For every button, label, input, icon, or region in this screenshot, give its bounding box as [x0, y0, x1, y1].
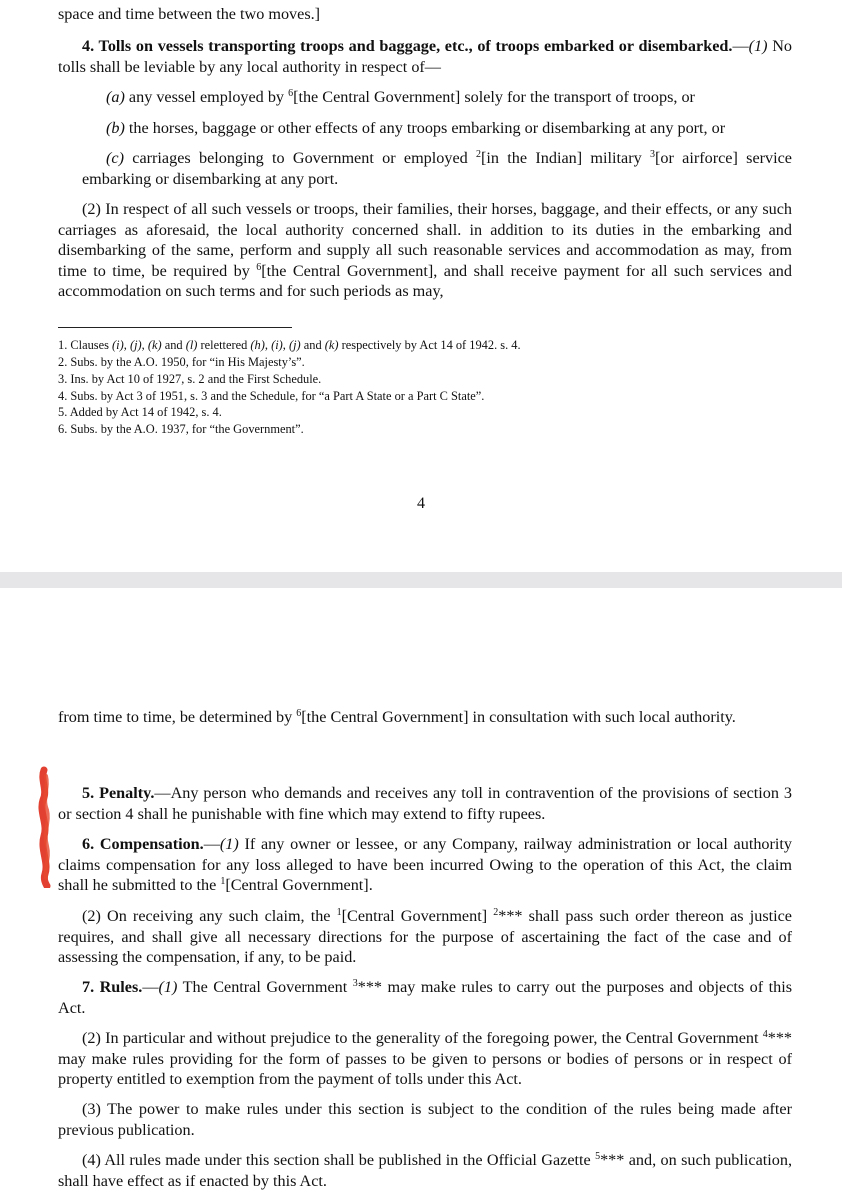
section-7-subsection-2: (2) In particular and without prejudice to the generality of the foregoing power, the Central Government $^4$*** may make rules providing for the form of passes to be given to persons or bodies of persons or in respect of property entitled to exemption from the payment of tolls under this Act. [58, 1029, 792, 1089]
red-highlight-marker [34, 766, 60, 888]
section-7-subsection-3: (3) The power to make rules under this section is subject to the condition of the rules being made after previous publication. [58, 1100, 792, 1139]
continuation-paragraph: from time to time, be determined by $^6$[the Central Government] in consultation with such local authority. [58, 708, 736, 726]
clause-c: (c) carriages belonging to Government or employed $^2$[in the Indian] military $^3$[or airforce] service embarking or disembarking at any port. [82, 149, 792, 188]
footnote-2: 2. Subs. by the A.O. 1950, for “in His Majesty’s”. [58, 355, 305, 369]
footnote-divider [58, 327, 292, 328]
clause-a: (a) any vessel employed by $^6$[the Central Government] solely for the transport of troops, or [106, 88, 695, 106]
footnote-4: 4. Subs. by Act 3 of 1951, s. 3 and the Schedule, for “a Part A State or a Part C State”. [58, 389, 485, 403]
page-number: 4 [417, 495, 425, 512]
footnote-6: 6. Subs. by the A.O. 1937, for “the Government”. [58, 422, 304, 436]
section-6-compensation: 6. Compensation.—(1) If any owner or lessee, or any Company, railway administration or local authority claims compensation for any loss alleged to have been incurred Owing to the operation of this Act, the claim shall he submitted to the $^1$[Central Government]. [58, 835, 792, 895]
footnote-3: 3. Ins. by Act 10 of 1927, s. 2 and the First Schedule. [58, 372, 322, 386]
section-5-penalty: 5. Penalty.—Any person who demands and receives any toll in contravention of the provisions of section 3 or section 4 shall he punishable with fine which may extend to fifty rupees. [58, 784, 792, 823]
clause-b: (b) the horses, baggage or other effects of any troops embarking or disembarking at any port, or [106, 119, 726, 137]
section-4-subsection-2: (2) In respect of all such vessels or troops, their families, their horses, baggage, and their effects, or any such carriages as aforesaid, the local authority concerned shall. in addition to its duties in the embarking and disembarking of the same, perform and supply all such reasonable services and accommodation as may, from time to time, be required by $^6$[the Central Government], and shall receive payment for all such services and accommodation on such terms and for such periods as may, [58, 200, 792, 301]
section-6-subsection-2: (2) On receiving any such claim, the $^1$[Central Government] $^2$*** shall pass such order thereon as justice requires, and shall give all necessary directions for the purpose of ascertaining the fact of the case and of assessing the compensation, if any, to be paid. [58, 907, 792, 967]
footnote-5: 5. Added by Act 14 of 1942, s. 4. [58, 405, 222, 419]
top-line: space and time between the two moves.] [58, 5, 321, 23]
section-4-heading: 4. Tolls on vessels transporting troops and baggage, etc., of troops embarked or disembarked.—(1) No tolls shall be leviable by any local authority in respect of— [58, 37, 792, 76]
section-7-rules: 7. Rules.—(1) The Central Government $^3$*** may make rules to carry out the purposes and objects of this Act. [58, 978, 792, 1017]
page-separator [0, 572, 842, 588]
section-7-subsection-4: (4) All rules made under this section shall be published in the Official Gazette $^5$*** and, on such publication, shall have effect as if enacted by this Act. [58, 1151, 792, 1190]
footnote-1: 1. Clauses (i), (j), (k) and (l) relettered (h), (i), (j) and (k) respectively by Act 14 of 1942. s. 4. [58, 338, 521, 352]
page-top [0, 0, 842, 572]
